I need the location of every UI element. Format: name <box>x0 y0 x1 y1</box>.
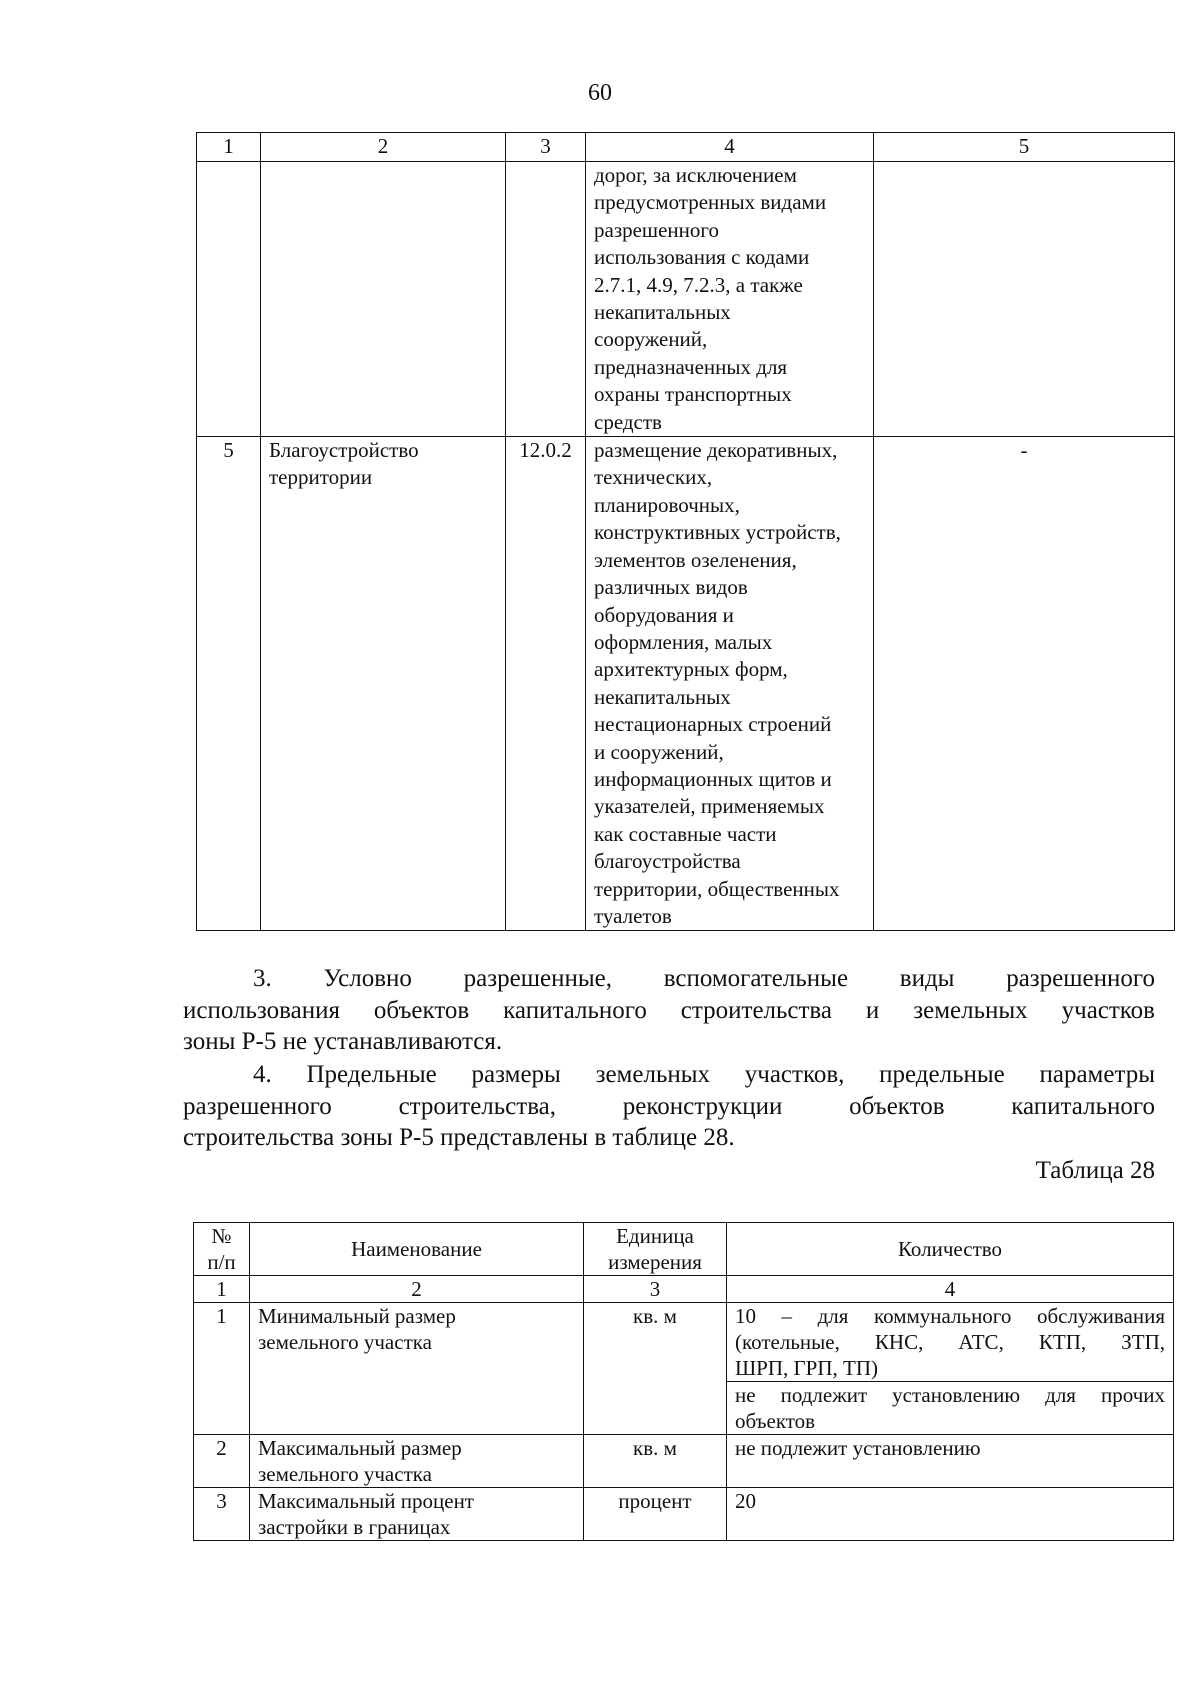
use-code: 12.0.2 <box>506 437 586 931</box>
quantity-line: не подлежит установлению для прочих <box>735 1383 1165 1407</box>
header-quantity: Количество <box>727 1223 1174 1276</box>
text-line: Минимальный размер <box>258 1304 456 1328</box>
row-number: 3 <box>194 1488 250 1541</box>
text-line: предусмотренных видами <box>594 190 827 215</box>
text-line: архитектурных форм, <box>594 657 788 682</box>
quantity-line: (котельные, КНС, АТС, КТП, ЗТП, <box>735 1330 1165 1354</box>
row-number: 5 <box>197 437 261 931</box>
quantity-line: 10 – для коммунального обслуживания <box>735 1304 1165 1328</box>
paragraph-line: 4. Предельные размеры земельных участков, предельные параметры <box>253 1061 1155 1088</box>
table-row <box>197 162 1175 437</box>
column-number: 3 <box>584 1276 727 1303</box>
text-line: охраны транспортных <box>594 382 792 407</box>
text-line: оформления, малых <box>594 629 773 654</box>
text-line: предназначенных для <box>594 354 788 379</box>
paragraph-3 <box>183 963 1155 1058</box>
header-name: Наименование <box>250 1223 584 1276</box>
row-number: 1 <box>194 1303 250 1435</box>
parameter-quantity: 20 <box>727 1488 1174 1541</box>
parameter-quantity: не подлежит установлению <box>727 1435 1174 1488</box>
text-line: различных видов <box>594 575 748 600</box>
text-line: оборудования и <box>594 602 734 627</box>
text-line: некапитальных <box>594 684 731 709</box>
paragraph-line: разрешенного строительства, реконструкции объектов капитального <box>183 1092 1155 1120</box>
text-line: нестационарных строений <box>594 712 832 737</box>
text-line: использования с кодами <box>594 245 810 270</box>
paragraph-line: 3. Условно разрешенные, вспомогательные виды разрешенного <box>253 965 1155 992</box>
table-header-row <box>194 1223 1174 1276</box>
header-number <box>194 1223 250 1276</box>
use-name <box>261 437 506 931</box>
text-line: территории <box>269 465 373 490</box>
text-line: информационных щитов и <box>594 766 832 791</box>
paragraph-line: использования объектов капитального строительства и земельных участков <box>183 996 1155 1024</box>
text-line: как составные части <box>594 821 777 846</box>
text-line: элементов озеленения, <box>594 547 797 572</box>
column-number: 2 <box>261 133 506 162</box>
text-line: № <box>211 1224 232 1248</box>
text-line: планировочных, <box>594 492 740 517</box>
column-number: 2 <box>250 1276 584 1303</box>
text-line: благоустройства <box>594 849 741 874</box>
use-description <box>586 437 874 931</box>
row-number <box>197 162 261 437</box>
extra-cell <box>874 162 1175 437</box>
extra-cell: - <box>874 437 1175 931</box>
text-line: п/п <box>207 1250 236 1274</box>
quantity-communal <box>735 1303 1165 1381</box>
text-line: и сооружений, <box>594 739 724 764</box>
text-line: земельного участка <box>258 1462 432 1486</box>
parameter-quantity <box>727 1303 1174 1435</box>
parameter-name <box>250 1435 584 1488</box>
header-unit <box>584 1223 727 1276</box>
parameter-unit: кв. м <box>584 1435 727 1488</box>
table-row <box>197 437 1175 931</box>
table-colnum-row <box>194 1276 1174 1303</box>
table-row <box>194 1303 1174 1435</box>
text-line: сооружений, <box>594 327 708 352</box>
text-line: конструктивных устройств, <box>594 520 841 545</box>
text-line: средств <box>594 409 662 434</box>
column-number: 3 <box>506 133 586 162</box>
text-line: 2.7.1, 4.9, 7.2.3, а также <box>594 272 803 297</box>
paragraph-line: строительства зоны Р-5 представлены в таблице 28. <box>183 1124 735 1151</box>
column-number: 4 <box>727 1276 1174 1303</box>
table-caption: Таблица 28 <box>1035 1157 1155 1184</box>
table-row <box>194 1488 1174 1541</box>
column-number: 4 <box>586 133 874 162</box>
text-line: указателей, применяемых <box>594 794 825 819</box>
table-row <box>194 1435 1174 1488</box>
parameter-name <box>250 1488 584 1541</box>
quantity-line: ШРП, ГРП, ТП) <box>735 1356 879 1380</box>
page-number: 60 <box>588 80 612 106</box>
text-line: измерения <box>608 1250 702 1274</box>
use-description <box>586 162 874 437</box>
column-number: 1 <box>197 133 261 162</box>
text-line: размещение декоративных, <box>594 438 838 463</box>
use-code <box>506 162 586 437</box>
quantity-other <box>727 1381 1173 1434</box>
text-line: Максимальный размер <box>258 1436 462 1460</box>
text-line: туалетов <box>594 903 672 928</box>
parameter-name <box>250 1303 584 1435</box>
column-number: 1 <box>194 1276 250 1303</box>
paragraph-line: зоны Р-5 не устанавливаются. <box>183 1028 503 1055</box>
paragraph-4 <box>183 1059 1155 1154</box>
text-line: Максимальный процент <box>258 1489 474 1513</box>
text-line: Единица <box>616 1224 694 1248</box>
text-line: территории, общественных <box>594 876 840 901</box>
table-header-row <box>197 133 1175 162</box>
row-number: 2 <box>194 1435 250 1488</box>
plot-parameters-table <box>193 1222 1174 1541</box>
text-line: технических, <box>594 465 713 490</box>
quantity-line: объектов <box>735 1409 816 1433</box>
text-line: застройки в границах <box>258 1515 451 1539</box>
text-line: разрешенного <box>594 217 719 242</box>
column-number: 5 <box>874 133 1175 162</box>
parameter-unit: кв. м <box>584 1303 727 1435</box>
text-line: Благоустройство <box>269 438 419 463</box>
use-name <box>261 162 506 437</box>
text-line: дорог, за исключением <box>594 163 797 187</box>
permitted-uses-table <box>196 132 1175 931</box>
text-line: некапитальных <box>594 300 731 325</box>
text-line: земельного участка <box>258 1330 432 1354</box>
parameter-unit: процент <box>584 1488 727 1541</box>
